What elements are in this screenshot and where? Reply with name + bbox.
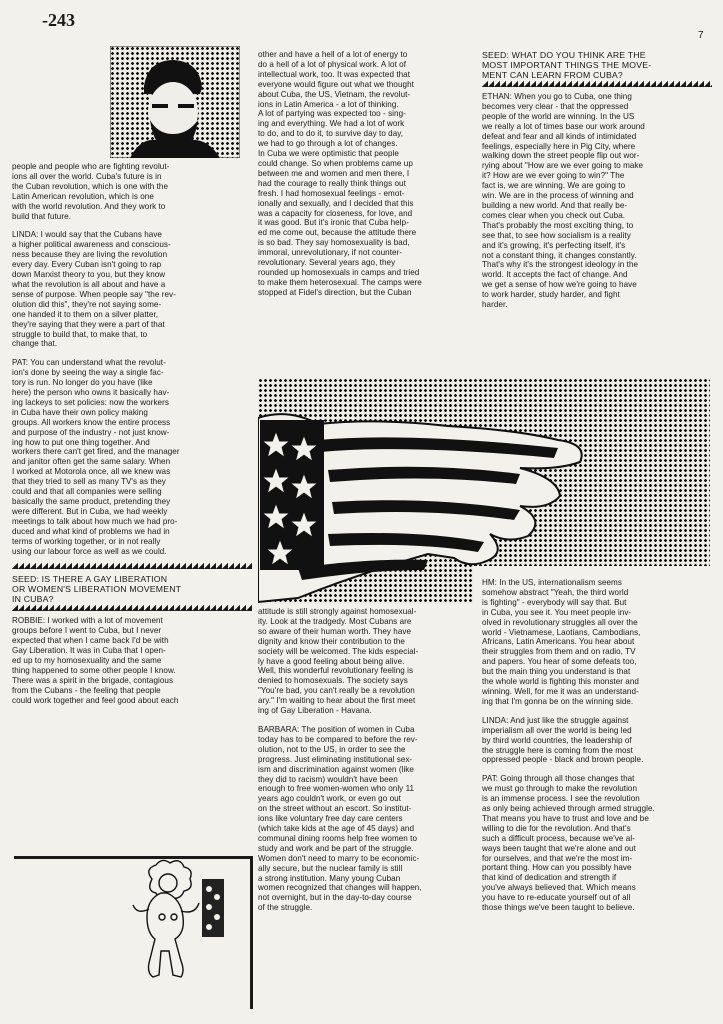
column-3 [482,50,712,310]
text-line: olved in revolutionary struggles all over the [482,617,638,627]
text-line: PAT: Going through all those changes that [482,774,635,784]
text-line: ing and everything. We had a lot of work [258,119,405,129]
text-line: but the main thing you understand is that [482,667,631,677]
text-line: rying about "How are we ever going to make [482,161,644,171]
text-line: people and people who are fighting revolut- [12,162,170,171]
text-line: ed me come out, because the attitude there [258,228,417,238]
question-line: IN CUBA? [12,594,54,605]
text-line: and it's growing, it's perfecting itself, it's [482,240,626,250]
text-line: in Cuba, you see it. You meet people inv- [482,607,632,617]
text-line: using our labour force as well as we could. [12,546,167,556]
text-line: dignity and know their contribution to the [258,636,405,646]
text-line: Africans, Latin Americans. You hear about [482,637,635,647]
text-line: ary." I'm waiting to hear about the first meet [258,696,416,706]
text-line: every day. Every Cuban isn't going to rap [12,260,162,270]
text-line: we get a sense of how we're going to have [482,280,637,290]
text-line: you've always believed that. Which means [482,883,636,893]
text-line: today has to be compared to before the rev- [258,734,418,744]
flag-hand-drawing [258,378,710,604]
text-line: years ago couldn't work, or even go out [258,794,401,804]
text-line: becomes very clear - that the oppressed [482,101,629,111]
linda-paragraph-2 [482,716,718,766]
text-line: between me and women and men there, I [258,168,410,178]
text-line: could work together and feel good about each [12,695,179,705]
seed-question-movement [482,50,712,80]
portrait-image [110,46,240,158]
text-line: for ourselves, and that we're the most im- [482,853,633,863]
text-line: the Cuban revolution, which is one with the [12,181,169,191]
text-line: somehow abstract "Yeah, the third world [482,587,629,597]
question-line: SEED: IS THERE A GAY LIBERATION [12,574,168,585]
text-line: ROBBIE: I worked with a lot of movement [12,616,163,626]
text-line: were different. But in Cuba, we had weekly [12,506,168,516]
text-line: ion's done by seeing the way a single fac- [12,368,164,378]
text-line: olution did this", they're not saying some- [12,299,162,309]
text-line: ing how to put one thing together. And [12,437,150,447]
text-line: here) the person who owns it basically hav- [12,388,170,398]
flag-hand-illustration [258,378,710,604]
text-line: is so bad. They say homosexuality is bad, [258,238,410,248]
text-line: you have to re-educate yourself out of all [482,893,631,903]
seed-question-gay-liberation [12,574,252,604]
text-line: was a capacity for closeness, for love, and [258,208,413,218]
text-line: win. We are in the process of winning and [482,191,634,201]
divider [12,605,252,611]
text-line: intellectual work, too. It was expected that [258,69,411,79]
text-line: build that future. [12,211,71,221]
page-number: 7 [698,30,704,41]
text-line: and papers. You hear of some defeats too, [482,657,637,667]
text-line: that they tried to sell as many TV's as they [12,477,166,487]
text-line: terms of working together, or in not really [12,536,161,546]
text-line: ions all over the world. Cuba's future is in [12,171,162,181]
text-line: groups before I went to Cuba, but I never [12,626,162,636]
text-line: ally secure, but the nuclear family is still [258,863,403,873]
text-line: fresh. I had homosexual feelings - emot- [258,188,405,198]
text-line: as only being achieved through armed struggle. [482,804,655,814]
text-line: I worked at Motorola once, all we knew was [12,467,171,477]
text-line: had the courage to really think things out [258,178,406,188]
divider [12,563,252,569]
text-line: ing of Gay Liberation - Havana. [258,706,372,716]
text-line: one handed it to them on a silver platter, [12,309,159,319]
text-line: the struggle here is coming from the most [482,745,633,755]
question-line: OR WOMEN'S LIBERATION MOVEMENT [12,584,182,595]
text-line: is an immense process. I see the revolution [482,794,640,804]
text-line: Gay Liberation. It was in Cuba that I open- [12,646,166,656]
text-line: what the revolution is all about and have a [12,279,166,289]
robbie-paragraph [12,616,252,705]
text-line: immoral, unrevolutionary, if not counter- [258,248,403,258]
text-line: world. It accepts the fact of change. And [482,270,628,280]
text-line: women recognized that changes will happen, [258,883,422,893]
cartoon-frame [14,856,253,1009]
text-line: study and work and be part of the struggle. [258,843,414,853]
text-line: to do, and to do it, to survive day to day, [258,129,404,139]
text-line: from the Cubans - the feeling that people [12,685,161,695]
text-line: enough to free women-women who only 11 [258,784,415,794]
text-line: by third world countries, the leadership of [482,735,632,745]
text-line: workers there can't get fired, and the manager [12,447,180,457]
text-line: ions like voluntary free day care centers [258,814,403,824]
text-line: stopped at Fidel's direction, but the Cuban [258,287,412,297]
text-line: ing lackeys to set policies: now the workers [12,397,169,407]
text-line: LINDA: And just like the struggle against [482,715,629,725]
text-line: defeat and fear and all kinds of intimidated [482,131,637,141]
text-line: to work harder, study harder, and fight [482,290,620,300]
text-line: ways been taught that we're alone and out [482,843,636,853]
text-line: such a difficult process, because we've al- [482,833,635,843]
text-line: oppressed people - black and brown people. [482,755,644,765]
text-line: it? How are we ever going to win?" The [482,171,625,181]
text-line: progress. Just eliminating institutional sex- [258,754,413,764]
text-line: There was a spirit in the brigade, contagious [12,675,174,685]
text-line: ions in Latin America - a lot of thinking. [258,99,399,109]
hm-paragraph [482,578,718,707]
text-line: so aware of their human worth. They have [258,626,412,636]
text-line: is fighting" - everybody will say that. But [482,597,627,607]
text-line: everyone would figure out what we thought [258,79,414,89]
text-line: groups. All workers know the entire process [12,417,171,427]
column-3-lower [482,578,718,913]
text-line: That means you have to trust and love and be [482,813,649,823]
text-line: struggle to build that, to make that, to [12,329,148,339]
column-1 [12,162,252,706]
text-line: not overnight, but in the day-to-day course [258,893,412,903]
text-line: comes clear when you check out Cuba. [482,210,626,220]
text-line: rounded up homosexuals in camps and tried [258,267,420,277]
text-line: Latin American revolution, which is one [12,191,154,201]
text-line: tory is run. No longer do you have (like [12,378,153,388]
text-line: we had to go through a lot of changes. [258,139,398,149]
text-line: ly have a good feeling about being alive. [258,656,405,666]
text-line: those things we've been taught to believe. [482,903,635,913]
question-line: MENT CAN LEARN FROM CUBA? [482,70,623,80]
text-line: on the street without an escort. So institut- [258,804,412,814]
text-line: meetings to talk about how much we had pro- [12,516,178,526]
text-line: we really a lot of times base our work around [482,121,645,131]
text-line: a higher political awareness and conscious- [12,240,171,250]
text-line: In Cuba we were optimistic that people [258,149,399,159]
text-line: Well, this wonderful revolutionary feeling is [258,666,414,676]
text-line: portant thing. How can you possibly have [482,863,632,873]
text-line: PAT: You can understand what the revolut- [12,358,166,368]
text-line: building a new world. And that really be- [482,200,628,210]
text-line: change that. [12,339,58,349]
text-line: in Cuba have their own policy making [12,407,148,417]
text-line: ed up to my homosexuality and the same [12,656,162,666]
divider [482,81,712,87]
text-line: do a hell of a lot of physical work. A lot of [258,59,407,69]
text-line: olution, not to the US, in order to see the [258,744,406,754]
text-line: ionally and sexually, and I decided that this [258,198,414,208]
text-line: revolutionary. Several years ago, they [258,258,396,268]
text-line: about Cuba, the US, Vietnam, the revolut- [258,89,411,99]
text-line: could and that all companies were selling [12,487,162,497]
pat-paragraph-2 [482,774,718,913]
text-line: denied to homosexuals. The society says [258,676,408,686]
text-line: That's probably the most exciting thing, to [482,220,634,230]
text-line: Women don't need to marry to be economic- [258,853,420,863]
linda-paragraph [12,230,252,349]
text-line: ing that I'm gonna be on the winning side. [482,696,634,706]
text-line: not a constant thing, it changes constantly. [482,250,637,260]
question-line: SEED: WHAT DO YOU THINK ARE THE [482,50,646,60]
text-line: of the struggle. [258,903,313,913]
robbie-conclusion [258,607,484,716]
column-2-lower [258,607,484,913]
text-line: ETHAN: When you go to Cuba, one thing [482,92,632,101]
text-line: A lot of partying was expected too - sing- [258,109,406,119]
text-line: that kind of dedication and strength if [482,873,617,883]
text-line: attitude is still strongly against homosexual- [258,607,417,616]
text-line: other and have a hell of a lot of energy to [258,50,408,59]
question-line: MOST IMPORTANT THINGS THE MOVE- [482,60,652,70]
text-line: imperialism all over the world is being led [482,725,632,735]
text-line: expected that when I came back I'd be with [12,636,169,646]
text-line: we must go through to make the revolution [482,784,638,794]
robbie-continued [258,50,480,298]
text-line: people of the world are winning. In the US [482,111,635,121]
text-line: they did to racism) wouldn't have been [258,774,398,784]
text-line: to make them heterosexual. The camps were [258,277,422,287]
text-line: fact is, we are winning. We are going to [482,181,626,191]
text-line: with the world revolution. And they work to [12,201,166,211]
text-line: thing happened to some other people I know. [12,665,176,675]
text-line: ness because they are living the revolution [12,250,168,260]
pat-paragraph [12,358,252,556]
cartoon-figure-drawing [14,859,250,1009]
barbara-paragraph [258,725,484,913]
text-line: basically the same product, pretending they [12,497,171,506]
text-line: "You're bad, you can't really be a revolution [258,686,415,696]
text-line: HM: In the US, internationalism seems [482,578,622,587]
text-line: That's why it's the strongest ideology in the [482,260,639,270]
text-line: LINDA: I would say that the Cubans have [12,230,162,240]
text-line: down Marxist theory to you, but they know [12,270,166,280]
text-line: willing to die for the revolution. And that's [482,823,631,833]
text-line: world - Vietnamese, Laotians, Cambodians, [482,627,641,637]
text-line: the whole world is fighting this monster and [482,677,639,687]
text-line: winning. Well, for me it was an understand- [482,686,639,696]
text-line: walking down the street people flip out wor- [482,151,640,161]
text-line: (which take kids at the age of 45 days) and [258,824,415,834]
text-line: ism and discrimination against women (like [258,764,414,774]
text-line: feelings, especially here in Pig City, where [482,141,636,151]
text-line: a strong institution. Many young Cuban [258,873,401,883]
portrait-figure [110,46,240,158]
text-line: duced and what kind of problems we had in [12,526,170,536]
text-line: ity. Look at the tradgedy. Most Cubans are [258,616,412,626]
text-line: it was good. But it's ironic that Cuba help- [258,218,409,228]
text-line: see that, to see how socialism is a reality [482,230,631,240]
text-line: and janitor often get the same salary. When [12,457,171,467]
text-line: society will be welcomed. The kids especial- [258,646,419,656]
text-line: BARBARA: The position of women in Cuba [258,724,415,734]
text-line: they're saying that they were a part of that [12,319,165,329]
text-line: harder. [482,300,508,310]
text-line: sense of purpose. When people say "the rev- [12,289,176,299]
text-line: and purpose of the industry - not just know- [12,427,170,437]
column-2 [258,50,480,298]
text-line: could change. So when problems came up [258,158,413,168]
text-line: communal dining rooms help free women to [258,833,418,843]
text-line: their struggles from them and on radio, TV [482,647,636,657]
handwritten-page-number: -243 [42,10,75,30]
intro-text [12,162,252,221]
ethan-paragraph [482,92,712,310]
